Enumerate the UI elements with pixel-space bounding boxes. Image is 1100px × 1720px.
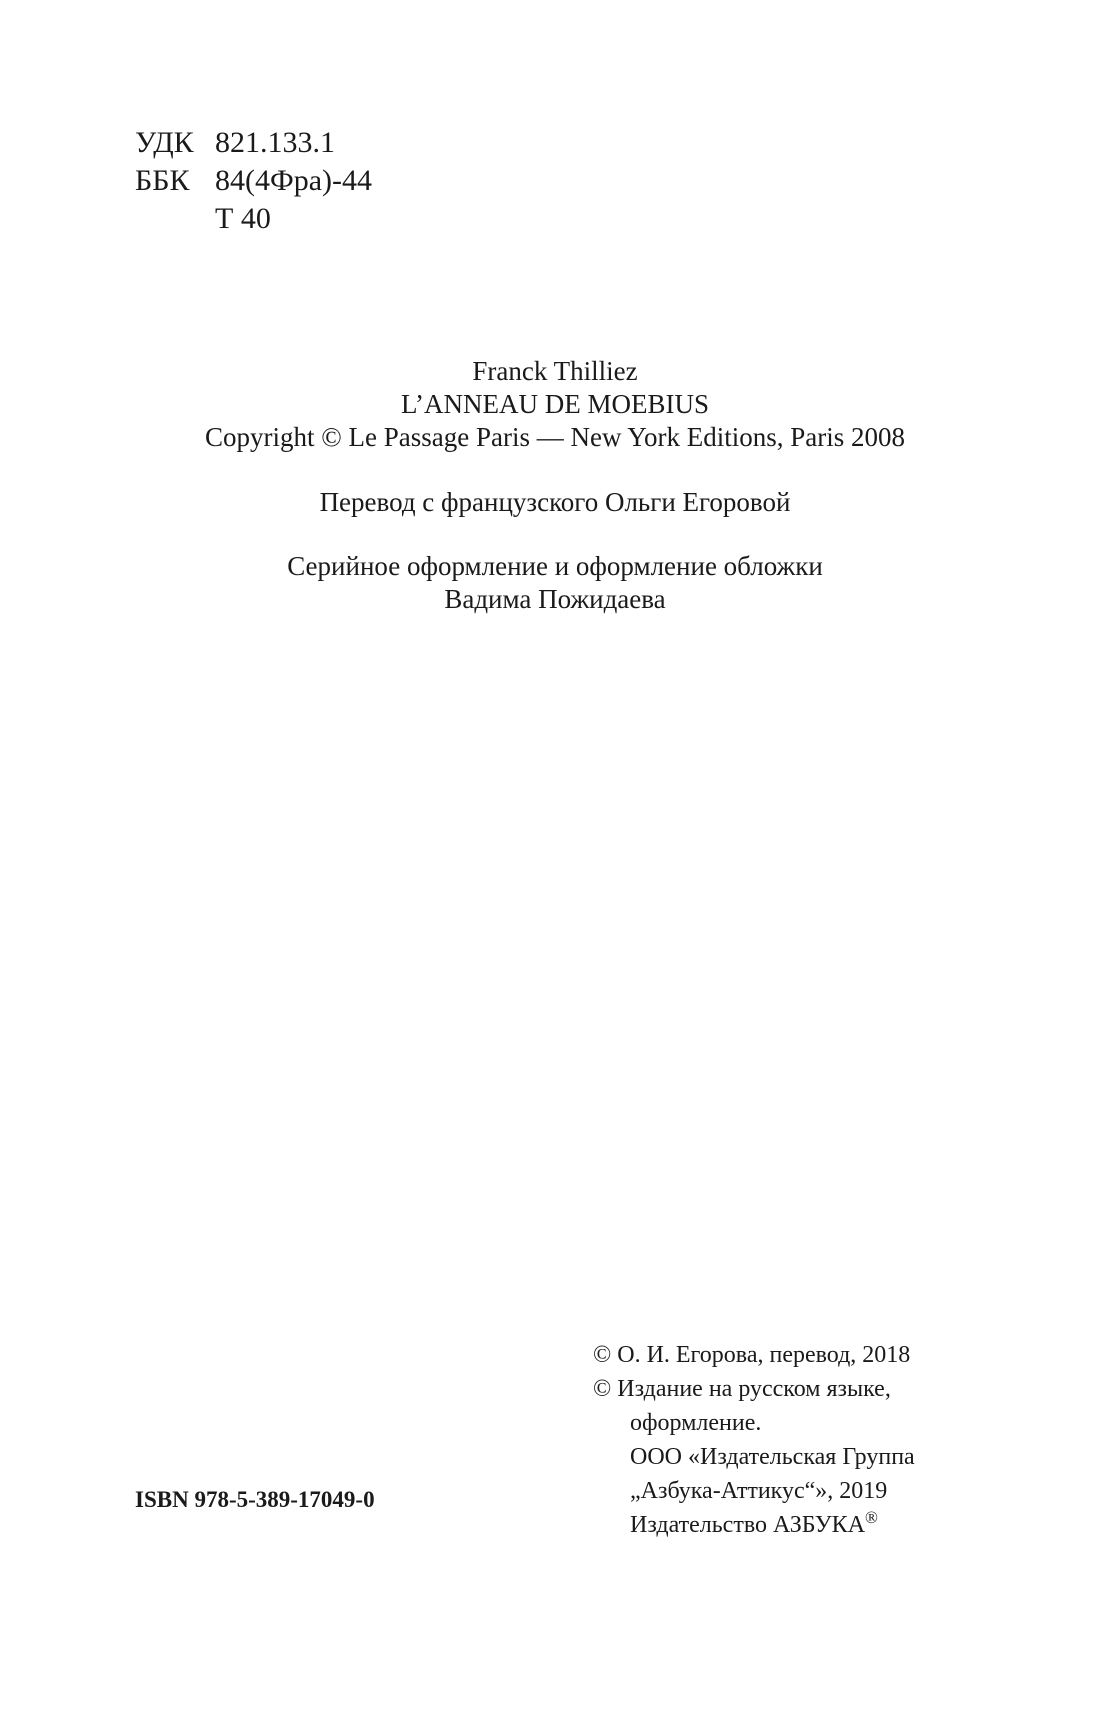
translation-credit: Перевод с французского Ольги Егоровой: [319, 487, 791, 517]
copyright-line-edition: © Издание на русском языке,: [593, 1376, 891, 1402]
author-mark: Т 40: [215, 202, 271, 235]
classification-block: [135, 124, 372, 238]
isbn: ISBN 978-5-389-17049-0: [135, 1487, 375, 1512]
design-credit-line2: Вадима Пожидаева: [444, 584, 666, 614]
udk-label: УДК: [135, 126, 194, 159]
udk-value: 821.133.1: [215, 126, 335, 159]
imprint-name: Издательство АЗБУКА: [630, 1512, 866, 1538]
original-copyright: Copyright © Le Passage Paris — New York Editions, Paris 2008: [205, 422, 905, 452]
bbk-row: [135, 162, 372, 200]
udk-row: [135, 124, 372, 162]
copyright-line-design: оформление.: [630, 1410, 762, 1436]
bbk-label: ББК: [135, 164, 190, 197]
copyright-line-translation: © О. И. Егорова, перевод, 2018: [593, 1342, 911, 1368]
design-credit-line1: Серийное оформление и оформление обложки: [287, 551, 823, 581]
copyright-block: [593, 1338, 915, 1542]
copyright-line-publisher-name: „Азбука-Аттикус“», 2019: [630, 1478, 888, 1504]
original-author: Franck Thilliez: [472, 356, 638, 386]
design-credit-block: [0, 550, 1100, 616]
original-title: L’ANNEAU DE MOEBIUS: [401, 389, 709, 419]
bbk-value: 84(4Фра)-44: [215, 164, 372, 197]
original-edition-block: [0, 355, 1100, 454]
registered-mark: ®: [865, 1508, 878, 1527]
copyright-line-imprint: [593, 1508, 915, 1542]
copyright-line-publisher: ООО «Издательская Группа: [630, 1444, 915, 1470]
